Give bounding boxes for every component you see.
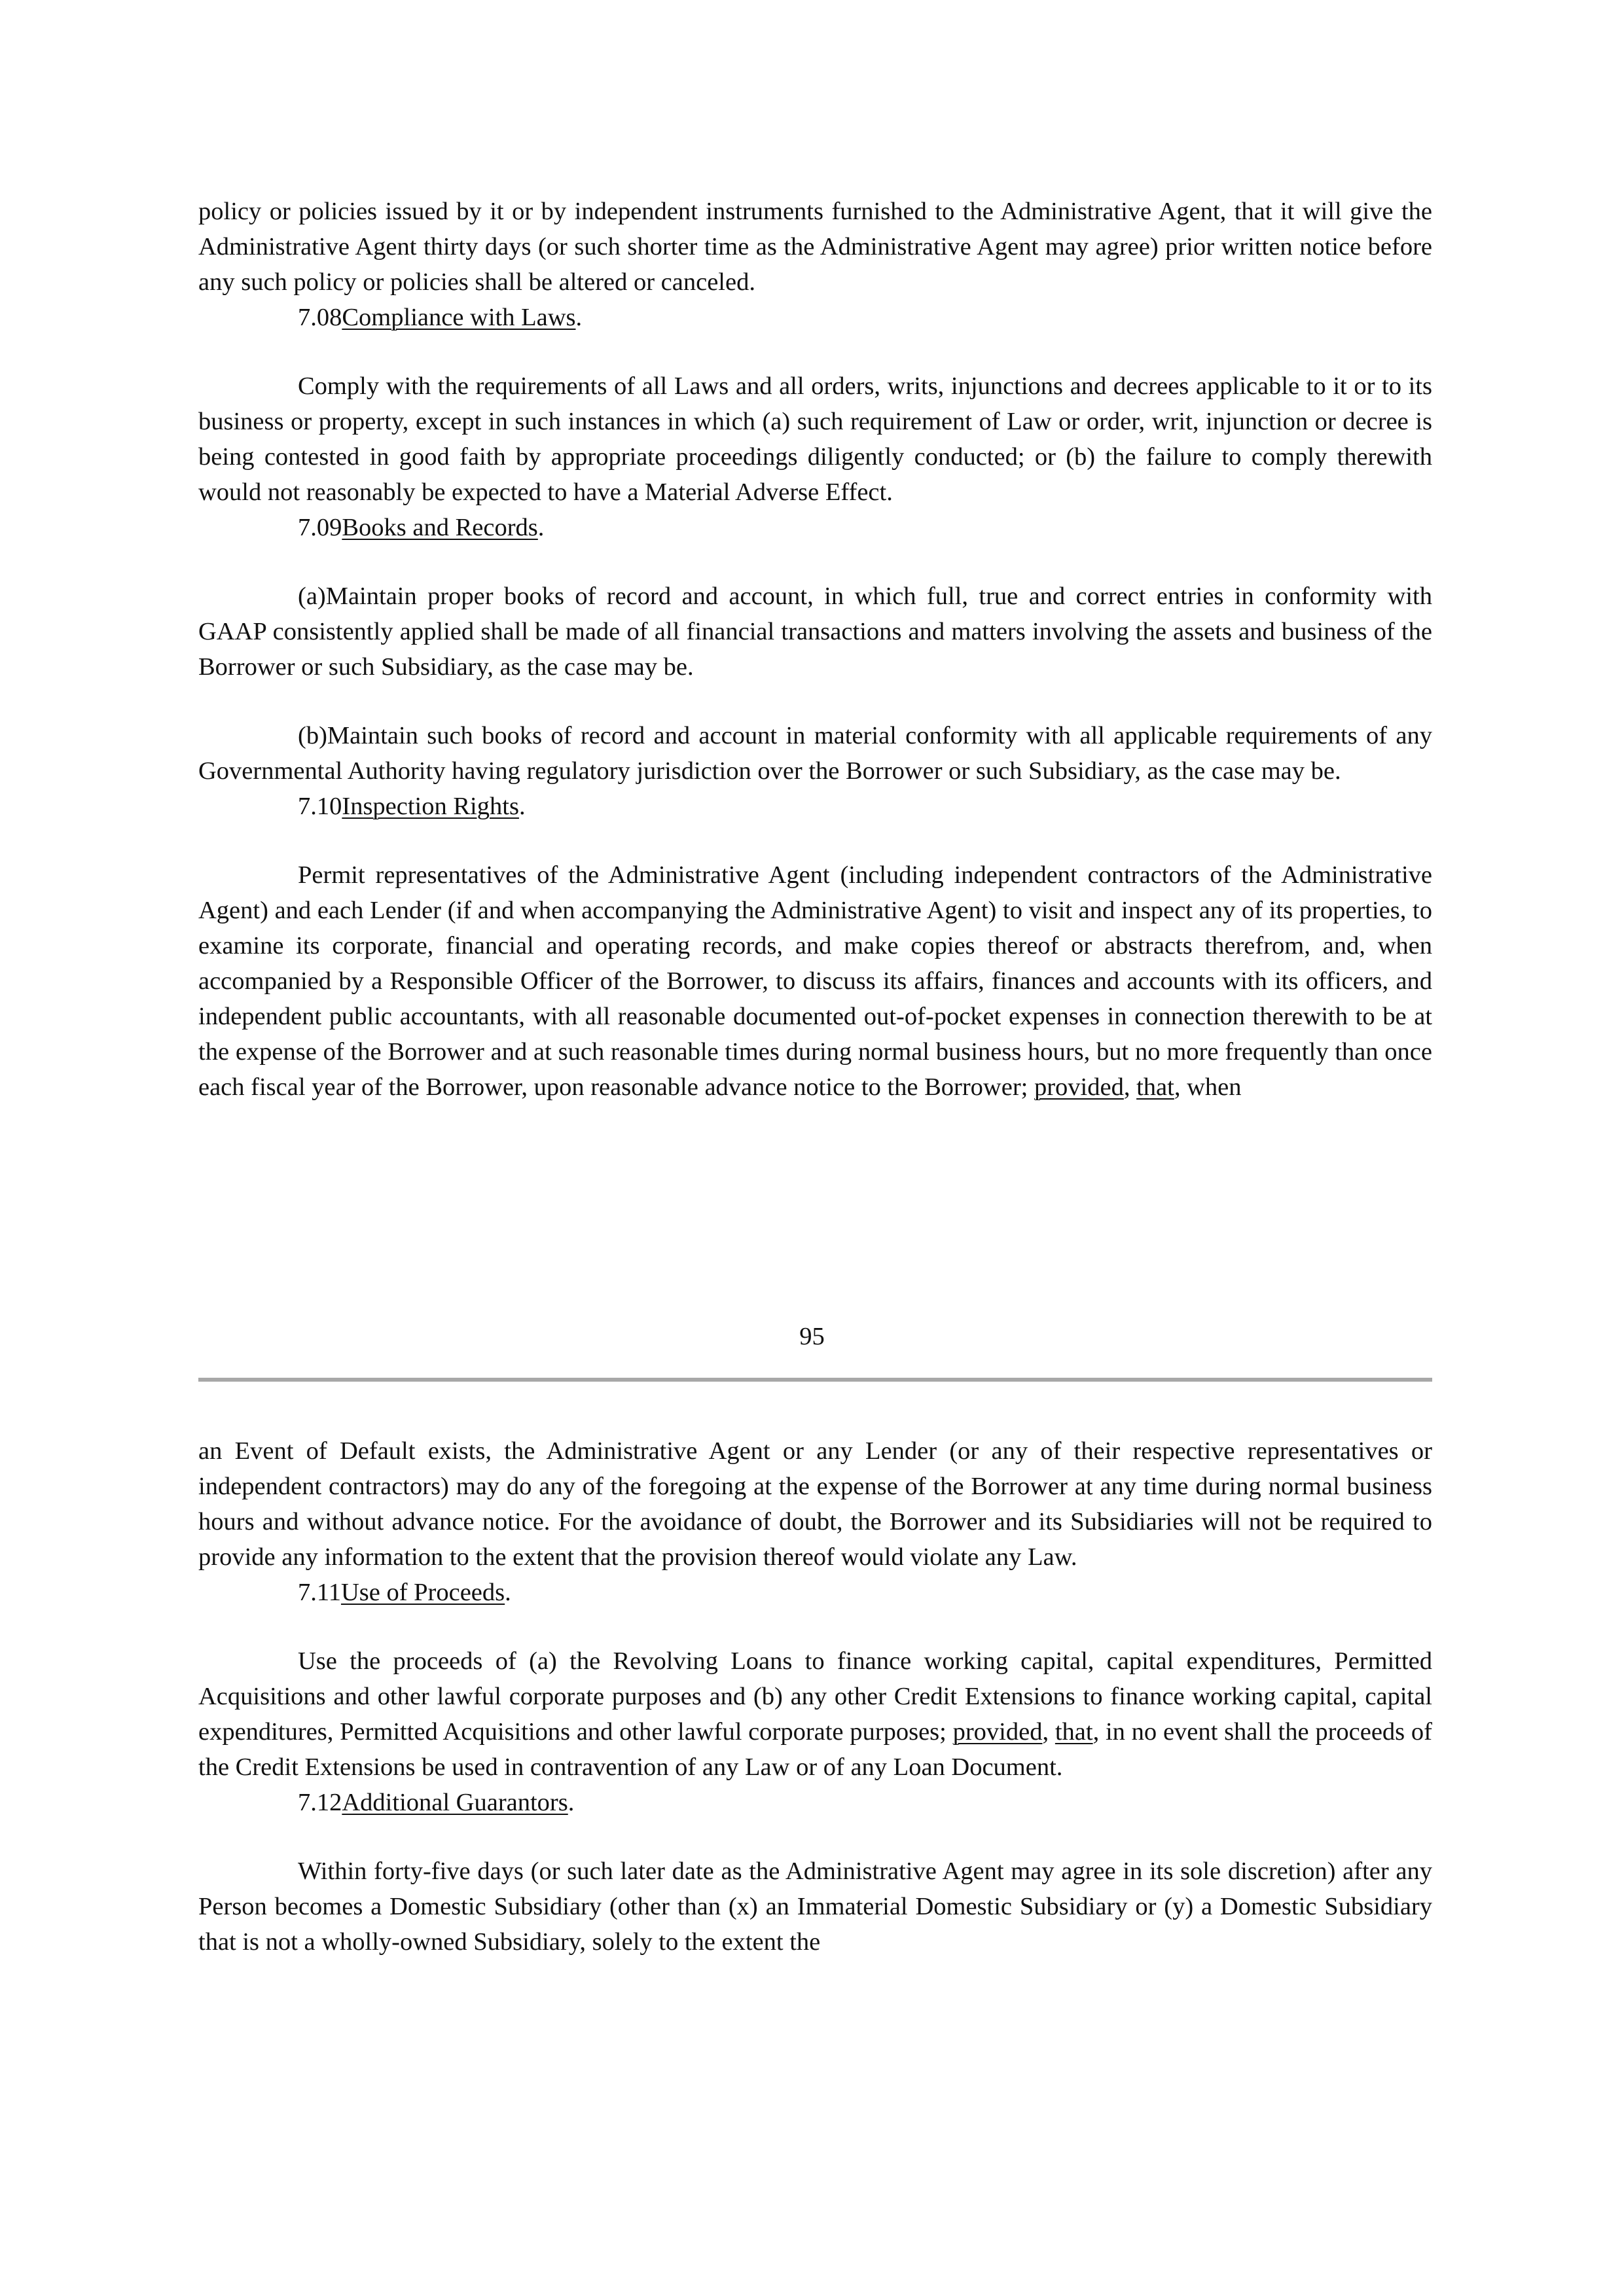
section-7-10-body <box>198 857 1432 1105</box>
section-7-08-body: Comply with the requirements of all Laws and all orders, writs, injunctions and decrees applicable to it or to its business or property, except in such instances in which (a) such requirement of Law or order, writ, injunction or decree is being contested in good faith by appropriate proceedings diligently conducted; or (b) the failure to comply therewith would not reasonably be expected to have a Material Adverse Effect. <box>198 372 1432 506</box>
body-text: Permit representatives of the Administrative Agent (including independent contractors of the Administrative Agent) and each Lender (if and when accompanying the Administrative Agent) to visit and inspect any of its properties, to examine its corporate, financial and operating records, and make copies thereof or abstracts therefrom, and, when accompanied by a Responsible Officer of the Borrower, to discuss its affairs, finances and accounts with its officers, and independent public accountants, with all reasonable documented out-of-pocket expenses in connection therewith to be at the expense of the Borrower and at such reasonable times during normal business hours, but no more frequently than once each fiscal year of the Borrower, upon reasonable advance notice to the Borrower; <box>198 861 1432 1101</box>
section-number: 7.11 <box>298 1579 341 1606</box>
page-divider <box>198 1378 1432 1382</box>
that-term: that <box>1055 1718 1093 1746</box>
that-term: that <box>1136 1073 1174 1101</box>
section-heading-7-12 <box>198 1785 1432 1820</box>
page-96-content <box>198 1433 1432 1960</box>
section-number: 7.10 <box>298 793 342 820</box>
comma: , <box>1123 1073 1137 1101</box>
section-number: 7.09 <box>298 514 342 541</box>
section-period: . <box>518 793 526 820</box>
section-7-12-body: Within forty-five days (or such later date as the Administrative Agent may agree in its sole discretion) after any Person becomes a Domestic Subsidiary (other than (x) an Immaterial Domestic Subsidiary or (y) a Domestic Subsidiary that is not a wholly-owned Subsidiary, solely to the extent the <box>198 1857 1432 1956</box>
section-7-11-body <box>198 1643 1432 1785</box>
section-heading-7-10 <box>198 789 1432 824</box>
section-title: Books and Records <box>342 514 538 541</box>
section-number: 7.08 <box>298 304 342 331</box>
section-title: Use of Proceeds <box>340 1579 505 1606</box>
section-period: . <box>505 1579 511 1606</box>
body-text-end: , in no event shall the proceeds of the Credit Extensions be used in contravention of any Law or of any Loan Document. <box>198 1718 1432 1781</box>
body-text-end: , when <box>1174 1073 1242 1101</box>
body-text: Use the proceeds of (a) the Revolving Loans to finance working capital, capital expenditures, Permitted Acquisitions and other lawful corporate purposes and (b) any other Credit Extensions to finance working capital, capital expenditures, Permitted Acquisitions and other lawful corporate purposes; <box>198 1647 1432 1746</box>
section-7-09-clause-a: (a)Maintain proper books of record and account, in which full, true and correct entries in conformity with GAAP consistently applied shall be made of all financial transactions and matters involving the assets and business of the Borrower or such Subsidiary, as the case may be. <box>198 583 1432 681</box>
section-period: . <box>568 1789 575 1816</box>
section-7-09-clause-b: (b)Maintain such books of record and account in material conformity with all applicable requirements of any Governmental Authority having regulatory jurisdiction over the Borrower or such Subsidiary, as the case may be. <box>198 722 1432 785</box>
comma: , <box>1042 1718 1055 1746</box>
section-period: . <box>537 514 545 541</box>
paragraph-continuation: policy or policies issued by it or by independent instruments furnished to the Administrative Agent, that it will give the Administrative Agent thirty days (or such shorter time as the Administrative Agent may agree) prior written notice before any such policy or policies shall be altered or canceled. <box>198 198 1432 296</box>
section-period: . <box>575 304 583 331</box>
section-heading-7-11 <box>198 1575 1432 1610</box>
page-95-content <box>198 194 1432 1105</box>
section-title: Inspection Rights <box>342 793 519 820</box>
section-heading-7-09 <box>198 510 1432 545</box>
section-number: 7.12 <box>298 1789 342 1816</box>
paragraph-continuation: an Event of Default exists, the Administrative Agent or any Lender (or any of their respective representatives or independent contractors) may do any of the foregoing at the expense of the Borrower at any time during normal business hours and without advance notice. For the avoidance of doubt, the Borrower and its Subsidiaries will not be required to provide any information to the extent that the provision thereof would violate any Law. <box>198 1437 1432 1571</box>
provided-term: provided <box>1034 1073 1124 1101</box>
page-number: 95 <box>799 1323 825 1350</box>
section-title-link: Compliance with Laws <box>342 304 576 331</box>
provided-term: provided <box>952 1718 1043 1746</box>
section-heading-7-08 <box>198 300 1432 335</box>
section-title: Additional Guarantors <box>342 1789 568 1816</box>
